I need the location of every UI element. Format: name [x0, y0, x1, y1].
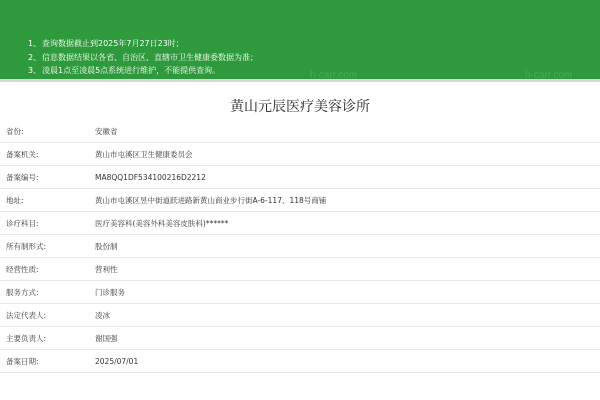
field-label: 服务方式: [6, 288, 39, 297]
field-label: 地址: [6, 196, 24, 205]
notice-number: 2、 [28, 53, 42, 62]
table-row [0, 235, 600, 258]
field-value: 医疗美容科(美容外科美容皮肤科)****** [95, 219, 229, 228]
table-row [0, 327, 600, 350]
field-label: 经营性质: [6, 265, 39, 274]
notice-text: 查询数据截止到2025年7月27日23时； [42, 39, 184, 48]
field-label: 省份: [6, 127, 24, 136]
table-row [0, 304, 600, 327]
notice-item [28, 52, 258, 63]
field-value: 2025/07/01 [95, 357, 139, 366]
table-row [0, 120, 600, 143]
field-label: 所有制形式: [6, 242, 47, 251]
table-row [0, 258, 600, 281]
page-title: 黄山元辰医疗美容诊所 [230, 99, 370, 115]
field-label: 备案机关: [6, 150, 39, 159]
field-value: 股份制 [95, 242, 118, 251]
table-row [0, 166, 600, 189]
field-value: 黄山市屯溪区昱中街道跃进路新黄山商业步行街A-6-117、118号商铺 [95, 196, 327, 205]
field-label: 诊疗科目: [6, 219, 39, 228]
notice-number: 3、 [28, 66, 42, 75]
table-row [0, 189, 600, 212]
table-row [0, 212, 600, 235]
notice-number: 1、 [28, 39, 42, 48]
notice-item [28, 38, 184, 49]
field-value: 营利性 [95, 265, 118, 274]
field-value: 安徽省 [95, 127, 118, 136]
field-label: 法定代表人: [6, 311, 47, 320]
field-value: 凌冰 [95, 311, 110, 320]
field-label: 备案编号: [6, 173, 39, 182]
table-row [0, 281, 600, 304]
notice-item [28, 65, 220, 76]
watermark: h-carr.com [525, 70, 573, 81]
field-value: 谢国强 [95, 334, 118, 343]
notice-text: 信息数据结果以各省、自治区、直辖市卫生健康委数据为准； [42, 53, 258, 62]
watermark: h-carr.com [310, 70, 358, 81]
field-label: 备案日期: [6, 357, 39, 366]
field-label: 主要负责人: [6, 334, 47, 343]
table-row [0, 143, 600, 166]
field-value: 黄山市屯溪区卫生健康委员会 [95, 150, 193, 159]
field-value: 门诊服务 [95, 288, 125, 297]
field-value: MA8QQ1DF534100216D2212 [95, 173, 206, 182]
notice-banner [0, 0, 600, 82]
notice-text: 凌晨1点至凌晨5点系统进行维护，不能提供查询。 [42, 66, 221, 75]
table-row [0, 350, 600, 373]
